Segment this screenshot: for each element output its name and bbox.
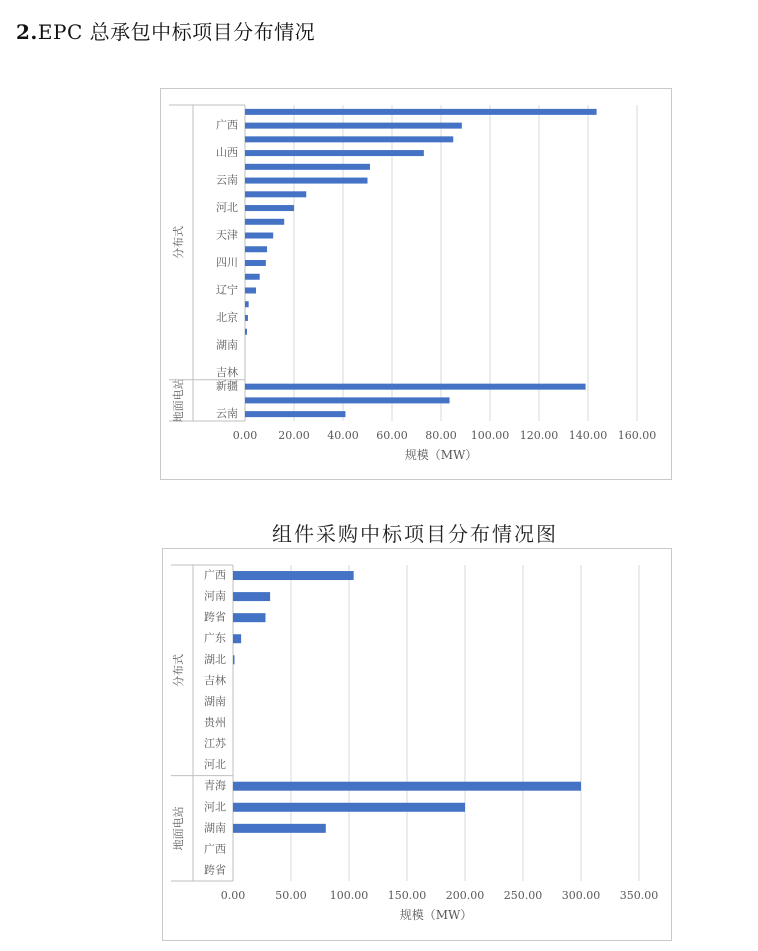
section-title: EPC 总承包中标项目分布情况 xyxy=(37,20,316,44)
bar xyxy=(245,315,248,321)
category-label: 山西 xyxy=(216,146,238,160)
category-label: 河北 xyxy=(216,201,238,215)
category-label: 湖北 xyxy=(204,652,226,666)
x-axis-title: 规模（MW） xyxy=(404,448,478,462)
x-tick-label: 140.00 xyxy=(568,429,608,442)
category-label: 贵州 xyxy=(204,716,226,729)
x-tick-label: 60.00 xyxy=(376,429,408,442)
x-tick-label: 0.00 xyxy=(220,889,246,902)
bar xyxy=(233,803,465,812)
x-tick-label: 350.00 xyxy=(619,889,659,902)
x-tick-label: 150.00 xyxy=(387,889,427,902)
bar xyxy=(245,397,450,403)
bar xyxy=(233,782,581,791)
category-label: 青海 xyxy=(204,779,226,793)
category-label: 广西 xyxy=(204,842,226,856)
x-tick-label: 160.00 xyxy=(617,429,657,442)
x-tick-label: 250.00 xyxy=(503,889,543,902)
category-label: 河南 xyxy=(204,589,226,603)
x-tick-label: 80.00 xyxy=(425,429,457,442)
group-label: 地面电站 xyxy=(172,378,185,423)
category-label: 天津 xyxy=(216,228,238,242)
category-label: 河北 xyxy=(204,758,226,772)
category-label: 湖南 xyxy=(204,821,226,835)
bar xyxy=(233,613,265,622)
bar xyxy=(245,136,453,142)
category-label: 广东 xyxy=(204,631,226,645)
module-chart-frame xyxy=(162,548,672,941)
x-axis-title: 规模（MW） xyxy=(399,908,473,922)
bar xyxy=(233,592,270,601)
bar xyxy=(245,219,284,225)
category-label: 湖南 xyxy=(216,338,238,352)
category-label: 北京 xyxy=(216,310,238,324)
category-label: 云南 xyxy=(216,173,238,187)
group-label: 分布式 xyxy=(172,653,185,687)
category-label: 湖南 xyxy=(204,694,226,708)
bar xyxy=(245,150,424,156)
category-label: 吉林 xyxy=(204,673,226,687)
category-label: 广西 xyxy=(204,568,226,582)
bar xyxy=(245,233,273,239)
category-label: 江苏 xyxy=(204,737,226,751)
bar xyxy=(245,384,586,390)
group-label: 分布式 xyxy=(172,225,185,259)
bar xyxy=(245,329,247,335)
bar xyxy=(245,123,462,129)
bar xyxy=(245,246,267,252)
bar xyxy=(245,301,249,307)
category-label: 广西 xyxy=(216,118,238,132)
bar xyxy=(245,287,256,293)
epc-chart-frame xyxy=(160,88,672,480)
section-number: 2. xyxy=(16,20,38,44)
category-label: 四川 xyxy=(216,256,238,269)
category-label: 辽宁 xyxy=(216,283,238,297)
x-tick-label: 100.00 xyxy=(329,889,369,902)
bar xyxy=(233,634,241,643)
bar xyxy=(245,411,345,417)
epc-bar-chart xyxy=(161,89,671,479)
section-heading xyxy=(16,16,315,45)
x-tick-label: 100.00 xyxy=(470,429,510,442)
bar xyxy=(245,109,597,115)
x-tick-label: 0.00 xyxy=(232,429,258,442)
group-label: 地面电站 xyxy=(172,806,185,851)
category-label: 河北 xyxy=(204,800,226,814)
bar xyxy=(245,191,306,197)
category-label: 跨省 xyxy=(204,610,226,624)
category-label: 新疆 xyxy=(216,379,238,393)
bar xyxy=(245,178,368,184)
x-tick-label: 300.00 xyxy=(561,889,601,902)
bar xyxy=(233,824,326,833)
category-label: 跨省 xyxy=(204,863,226,877)
chart-title: 组件采购中标项目分布情况图 xyxy=(272,522,558,546)
x-tick-label: 120.00 xyxy=(519,429,559,442)
x-tick-label: 50.00 xyxy=(275,889,307,902)
bar xyxy=(245,260,266,266)
x-tick-label: 200.00 xyxy=(445,889,485,902)
bar xyxy=(245,205,294,211)
bar xyxy=(245,274,260,280)
x-tick-label: 20.00 xyxy=(278,429,310,442)
category-label: 云南 xyxy=(216,407,238,421)
bar xyxy=(233,571,354,580)
bar xyxy=(233,655,235,664)
module-bar-chart xyxy=(163,549,671,940)
category-label: 吉林 xyxy=(216,365,238,379)
x-tick-label: 40.00 xyxy=(327,429,359,442)
bar xyxy=(245,164,370,170)
